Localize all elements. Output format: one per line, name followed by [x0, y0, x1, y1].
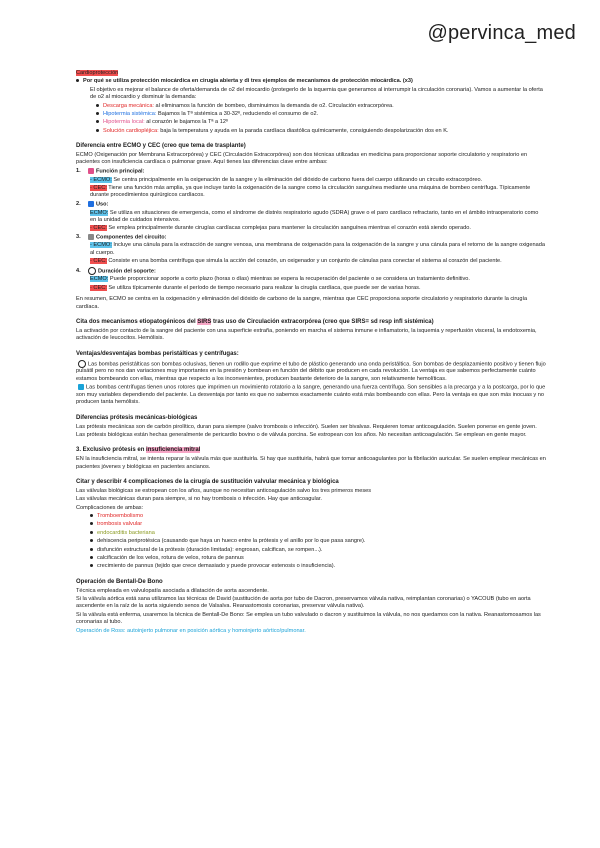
- body-text: Si la válvula está enferma, usaremos la técnica de Bentall-De Bono: Se emplea un tubo valvulado o dacron y sustituimos la válvula, no nos quedamos con la nativa. Reanastomosamos las coronarias al tubo.: [76, 611, 541, 626]
- list-item: trombosis valvular: [90, 521, 546, 528]
- body-text: Si la válvula aórtica está sana utilizamos las técnicas de David (sustitución de aorta por tubo de Dacron, preservamos válvula nativa, reimplantan coronarias) o YACOUB (tubo en aorta ascendente en la raíz de la aorta siguiendo senos de Valsalva. Reanastomosis coronarias, preservar válvula nativa).: [76, 596, 531, 610]
- clock-icon: [88, 267, 96, 275]
- body-text: Las válvulas biológicas se estropean con los años, aunque no necesitan anticoagulación salvo los tres primeros meses: [76, 487, 372, 494]
- section-title: Ventajas/desventajas bombas peristálticas y centrífugas:: [76, 350, 239, 357]
- peristaltic-text: Las bombas peristálticas son bombas oclusivas, tienen un rodillo que exprime el tubo de plástico generando una onda peristáltica. Son bombas de desplazamiento positivo y tienen flujo pulsátil pero no nos dan variaciones muy importantes en la presión y bombean en función del débito que producen en cada revolución. La ventaja es que sabemos perfectamente cuánto estamos bombeando con ellas, mientras que respecto a los inconvenientes, producen bastante deterioro de la sangre, son relativamente hemolíticas.: [76, 361, 546, 382]
- biological-text: Las prótesis biológicas están hechas generalmente de pericardio bovino o de válvula porcina. Se estropean con los años. No necesitan anticoagulación. Se emplean en gente mayor.: [76, 432, 527, 439]
- list-item: dehiscencia periprotésica (causando que haya un hueco entre la prótesis y el anillo por lo que pasa sangre).: [90, 538, 546, 545]
- document-body: [76, 70, 546, 643]
- list-item: calcificación de los velos, rotura de velos, rotura de pannus: [90, 555, 546, 562]
- section-prosthesis-diff: [76, 415, 546, 440]
- section-title: 3. Exclusivo prótesis en insuficiencia mitral: [76, 447, 201, 454]
- section-pumps: [76, 351, 546, 407]
- body-text: Las válvulas mecánicas duran para siempre, si no hay trombosis o infección. Hay que anticoagular.: [76, 496, 322, 503]
- body-text: Operación de Ross: autoinjerto pulmonar en posición aórtica y homoinjerto aórtico/pulmonar.: [76, 627, 306, 634]
- section-ecmo-cec: Diferencia entre ECMO y CEC (creo que tema de trasplante) ECMO (Oxigenación por Membrana Extracorpórea) y CEC (Circulación Extracorpórea) son dos técnicas utilizadas en medicina para proporcionar soporte circulatorio y respiratorio en pacientes con insuficiencia cardíaca o pulmonar grave. Aquí tienes las diferencias clave entre ambas: 1. Función principal: - ECMO: Se centra principalmente en la oxigenación de la sangre y la eliminación del dióxido de carbono fuera del cuerpo utilizando un circuito extracorpóreo. - CEC: Tiene una función más amplia, ya que incluye tanto la oxigenación de la sangre como la circulación sanguínea mediante una máquina de bombeo centrífuga. Típicamente durante procedimientos quirúrgicos cardíacos. 2. Uso: ECMO: Se utiliza en situaciones de emergencia, como el síndrome de distrés respiratorio agudo (SDRA) grave o el paro cardíaco refractario, tanto en el ámbito intraoperatorio como en la unidad de cuidados intensivos. - CEC: Se emplea principalmente durante cirugías cardíacas complejas para mantener la circulación sanguínea mientras el corazón está siendo operado. 3. Componentes del circuito: - ECMO: Incluye una cánula para la extracción de sangre venosa, una membrana de oxigenación para la oxigenación de la sangre y una cánula para el retorno de la sangre oxigenada al cuerpo. - CEC: Consiste en una bomba centrífuga que simula la acción del corazón, un oxigenador y un conjunto de cánulas para conectar el sistema al corazón del paciente. 4. Duración del soporte: ECMO: Puede proporcionar soporte a corto plazo (horas o días) mientras se espera la recuperación del paciente o se considera un tratamiento definitivo. - CEC: Se utiliza típicamente durante el período de tiempo necesario para realizar la cirugía cardíaca, que puede ser de varias horas. En resumen, ECMO se centra en la oxigenación y eliminación del dióxido de carbono de la sangre, mientras que CEC proporciona soporte circulatorio y respiratorio durante la cirugía cardíaca.: [76, 143, 545, 310]
- section-title: Cita dos mecanismos etiopatogénicos del SIRS tras uso de Circulación extracorpórea (creo que SIRS= sd resp infl sistémica): [76, 318, 434, 325]
- section-title: Diferencia entre ECMO y CEC (creo que tema de trasplante): [76, 143, 246, 149]
- cycle-icon: [78, 360, 86, 368]
- body-text: Técnica empleada en valvulopatía asociada a dilatación de aorta ascendente.: [76, 587, 269, 594]
- intro-text: El objetivo es mejorar el balance de oferta/demanda de o2 del miocardio (protegerlo de la isquemia que generamos al interrumpir la circulación coronaria). Vamos a aumentar la oferta de o2 al miocardio y disminuir la demanda:: [90, 86, 543, 101]
- list-item: Hipotermia sistémica: Bajamos la Tª sistémica a 30-32º, reduciendo el consumo de o2.: [96, 111, 546, 118]
- list-item: disfunción estructural de la prótesis (duración limitada): engrosan, calcifican, se rompen...).: [90, 547, 546, 554]
- list-item: crecimiento de pannus (tejido que crece demasiado y puede provocar estenosis o insuficiencia).: [90, 563, 546, 570]
- mechanical-text: Las prótesis mecánicas son de carbón pirolítico, duran para siempre (salvo trombosis o infección). Suelen ser bivalvas. Requieren tomar anticoagulación. Suelen ponerse en gente joven.: [76, 423, 537, 430]
- author-handle: @pervinca_med: [427, 22, 576, 44]
- bullet-icon: [76, 79, 79, 82]
- body-text: La activación por contacto de la sangre del paciente con una superficie extraña, poniendo en marcha el sistema inmune e inflamatorio, la isquemia y reperfusión visceral, la endotoxemia, activación de leucocitos. Hemólisis.: [76, 327, 537, 342]
- section-title: Citar y describir 4 complicaciones de la cirugía de sustitución valvular mecánica y biológica: [76, 479, 339, 486]
- hospital-icon: [88, 201, 94, 207]
- centrifugal-text: Las bombas centrífugas tienen unos rotores que imprimen un movimiento rotatorio a la sangre, generando una fuerza centrífuga. Son sensibles a la precarga y a la postcarga, por lo que son muy variables dependiendo del paciente. La desventaja por tanto es que no sabemos exactamente cuánto está más bombeando con ellas. Pero la ventaja es que son más inocuas y no producen tanta hemólisis.: [76, 384, 546, 406]
- section-bentall: [76, 579, 546, 635]
- section-cardioprotection: [76, 70, 546, 135]
- wrench-icon: [88, 234, 94, 240]
- section-title: Operación de Bentall-De Bono: [76, 578, 163, 585]
- body-text: EN la insuficiencia mitral, se intenta reparar la válvula más que sustituirla. Si hay que sustituirla, habrá que tomar anticoagulantes por la fibrilación auricular. Se suelen emplear mecánicas en pacientes jóvenes y biológicas en pacientes ancianos.: [76, 456, 546, 470]
- list-item: endocarditis bacteriana: [90, 530, 546, 537]
- list-item: Tromboembolismo: [90, 513, 546, 520]
- list-item: Hipotermia local: al corazón le bajamos la Tª a 12º: [96, 119, 546, 126]
- section-sirs: [76, 319, 546, 343]
- section-mitral: [76, 447, 546, 471]
- list-item: Descarga mecánica: al eliminamos la función de bombeo, disminuimos la demanda de o2. Circulación extracorpórea.: [96, 103, 546, 110]
- list-item: Solución cardiopléjica: baja la temperatura y ayuda en la parada cardíaca diastólica químicamente, consiguiendo despolarización dos en K.: [96, 128, 546, 135]
- intro-text: ECMO (Oxigenación por Membrana Extracorpórea) y CEC (Circulación Extracorpórea) son dos técnicas utilizadas en medicina para proporcionar soporte circulatorio y respiratorio en pacientes con insuficiencia cardíaca o pulmonar grave. Aquí tienes las diferencias clave entre ambas:: [76, 151, 528, 166]
- question: Por qué se utiliza protección miocárdica en cirugía abierta y di tres ejemplos de mecanismos de protección miocárdica. (x3): [83, 78, 413, 85]
- section-title: Diferencias prótesis mecánicas-biológicas: [76, 414, 198, 421]
- section-complications: [76, 479, 546, 571]
- section-tag: Cardioprotección: [76, 70, 119, 76]
- body-text: Complicaciones de ambas:: [76, 504, 144, 511]
- summary-text: En resumen, ECMO se centra en la oxigenación y eliminación del dióxido de carbono de la sangre, mientras que CEC proporciona soporte circulatorio y respiratorio durante la cirugía cardíaca.: [76, 296, 528, 310]
- arrows-icon: [78, 384, 84, 390]
- heart-icon: [88, 168, 94, 174]
